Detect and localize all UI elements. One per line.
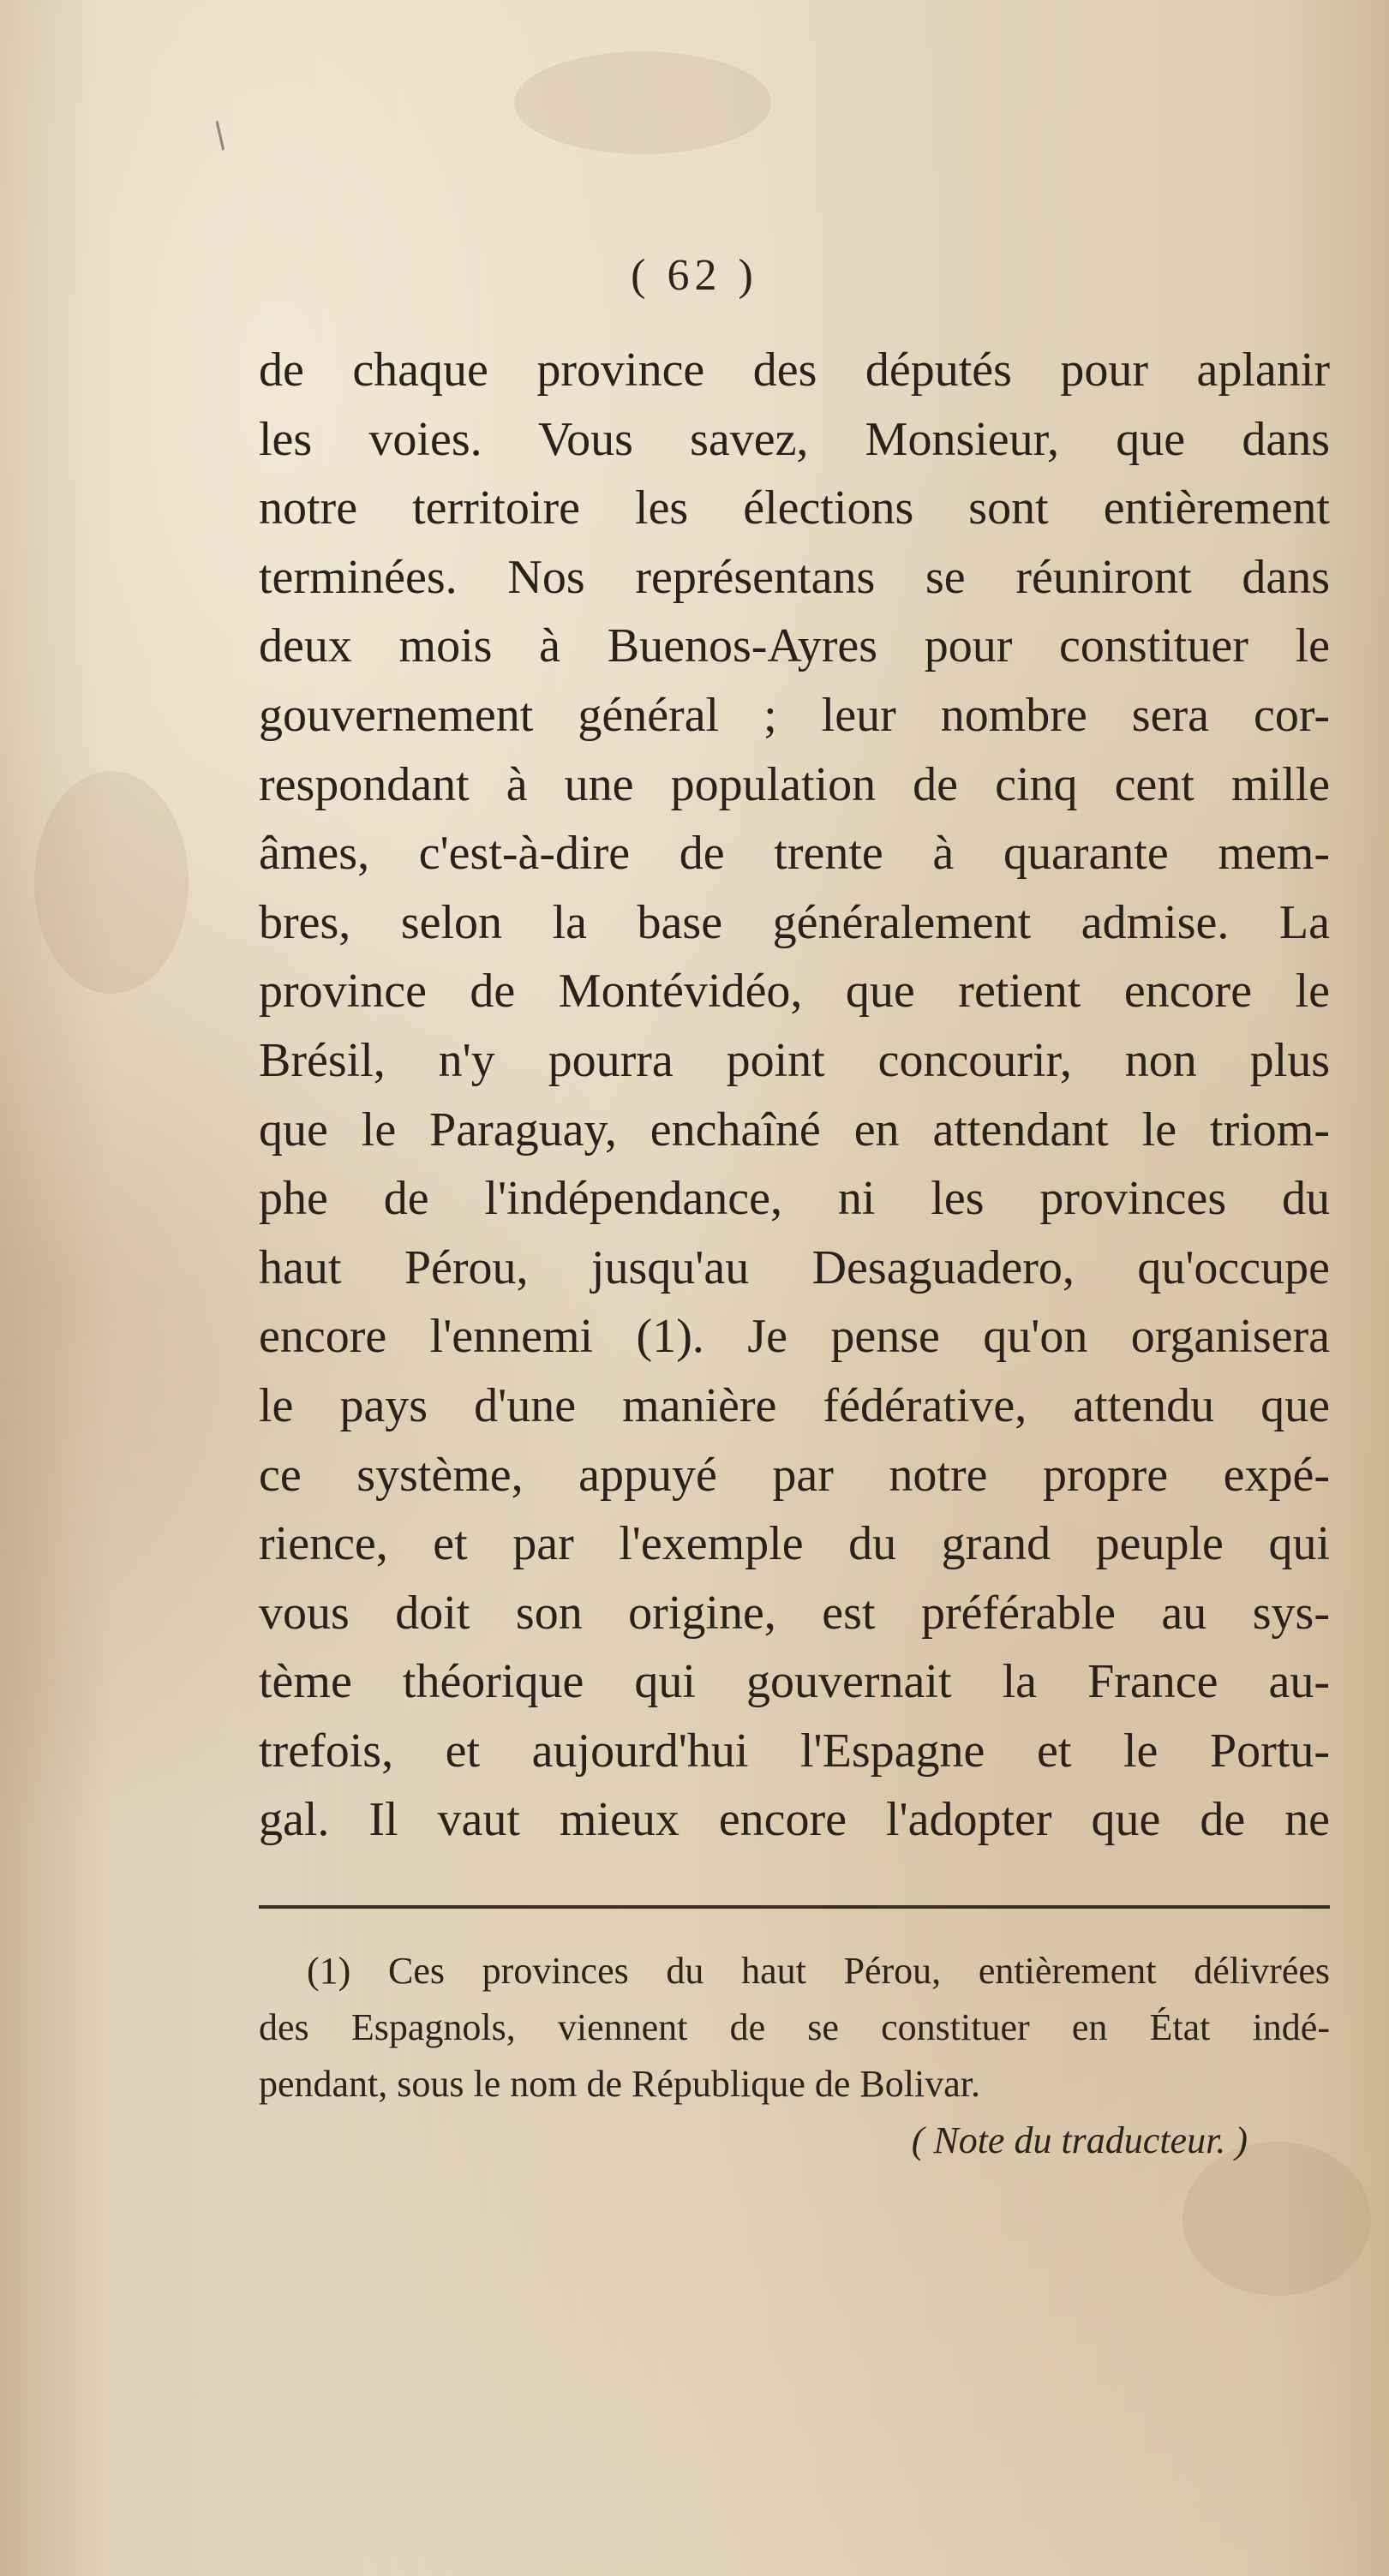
text-line: Brésil, n'y pourra point concourir, non plus bbox=[259, 1033, 1330, 1087]
footnote-attribution: ( Note du traducteur. ) bbox=[911, 2119, 1248, 2161]
text-line: gouvernement général ; leur nombre sera cor- bbox=[259, 688, 1330, 742]
text-line: gal. Il vaut mieux encore l'adopter que de ne bbox=[259, 1793, 1330, 1847]
page-number: ( 62 ) bbox=[631, 251, 758, 300]
pencil-mark: / bbox=[205, 115, 236, 156]
footnote bbox=[259, 1943, 1330, 2169]
text-line: vous doit son origine, est préférable au sys- bbox=[259, 1586, 1330, 1640]
text-line: phe de l'indépendance, ni les provinces du bbox=[259, 1172, 1330, 1226]
text-line: tème théorique qui gouvernait la France au- bbox=[259, 1655, 1330, 1709]
footnote-line: (1) Ces provinces du haut Pérou, entièrement délivrées bbox=[307, 1950, 1330, 1992]
text-line: notre territoire les élections sont entièrement bbox=[259, 481, 1330, 535]
text-line: bres, selon la base généralement admise. La bbox=[259, 895, 1330, 949]
text-line: âmes, c'est-à-dire de trente à quarante mem- bbox=[259, 827, 1330, 881]
text-line: encore l'ennemi (1). Je pense qu'on organisera bbox=[259, 1310, 1330, 1364]
text-line: trefois, et aujourd'hui l'Espagne et le Portu- bbox=[259, 1724, 1330, 1778]
text-line: que le Paraguay, enchaîné en attendant le triom- bbox=[259, 1103, 1330, 1157]
text-line: deux mois à Buenos-Ayres pour constituer le bbox=[259, 619, 1330, 673]
text-line: rience, et par l'exemple du grand peuple qui bbox=[259, 1517, 1330, 1571]
footnote-line: pendant, sous le nom de République de Bolivar. bbox=[259, 2063, 980, 2105]
text-line: province de Montévidéo, que retient encore le bbox=[259, 965, 1330, 1019]
text-line: respondant à une population de cinq cent mille bbox=[259, 757, 1330, 811]
text-line: les voies. Vous savez, Monsieur, que dans bbox=[259, 412, 1330, 466]
text-line: le pays d'une manière fédérative, attendu que bbox=[259, 1378, 1330, 1432]
text-line: de chaque province des députés pour aplanir bbox=[259, 344, 1330, 397]
paper-stain bbox=[514, 51, 771, 154]
body-text bbox=[259, 336, 1330, 1855]
footnote-rule bbox=[259, 1905, 1330, 1909]
text-line: terminées. Nos représentans se réuniront dans bbox=[259, 550, 1330, 604]
text-line: haut Pérou, jusqu'au Desaguadero, qu'occupe bbox=[259, 1240, 1330, 1294]
footnote-line: des Espagnols, viennent de se constituer en État indé- bbox=[259, 2006, 1330, 2048]
text-line: ce système, appuyé par notre propre expé- bbox=[259, 1448, 1330, 1502]
paper-stain bbox=[34, 771, 189, 994]
